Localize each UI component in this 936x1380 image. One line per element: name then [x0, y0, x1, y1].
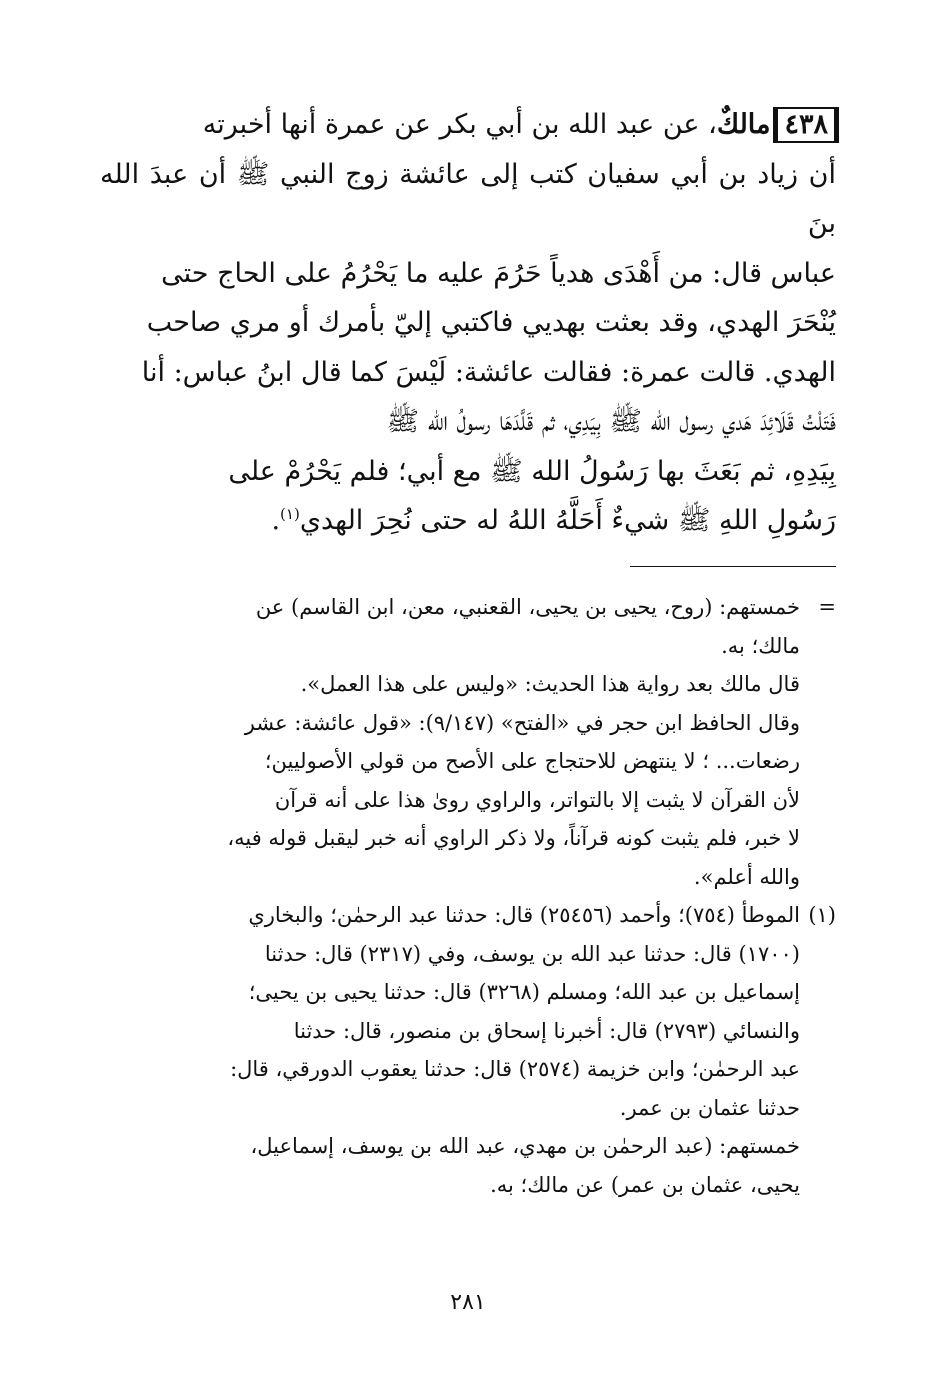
footnote-line: الموطأ (٧٥٤)؛ وأحمد (٢٥٤٥٦) قال: حدثنا عبد الرحمٰن؛ والبخاري [248, 903, 800, 927]
footnote-continuation [100, 588, 836, 896]
hadith-line: عباس قال: من أَهْدَى هدياً حَرُمَ عليه ما يَحْرُمُ على الحاج حتى [161, 257, 836, 289]
footnote-1 [100, 896, 836, 1204]
footnote-line: وقال الحافظ ابن حجر في «الفتح» (٩/١٤٧): «قول عائشة: عشر [244, 710, 800, 735]
hadith-narrator: مالكٌ [716, 109, 771, 140]
end-punctuation: . [271, 505, 281, 536]
hadith-line: أن زياد بن أبي سفيان كتب إلى عائشة زوج النبي ﷺ أن عبدَ الله بنَ [100, 158, 836, 239]
footnote-line: (١٧٠٠) قال: حدثنا عبد الله بن يوسف، وفي (٢٣١٧) قال: حدثنا [264, 941, 800, 966]
footnote-line: إسماعيل بن عبد الله؛ ومسلم (٣٢٦٨) قال: حدثنا يحيى بن يحيى؛ [248, 980, 800, 1004]
footnote-reference: (١) [280, 505, 300, 523]
footnote-line: والنسائي (٢٧٩٣) قال: أخبرنا إسحاق بن منصور، قال: حدثنا [293, 1018, 800, 1043]
hadith-text [100, 100, 836, 546]
footnote-divider [630, 566, 836, 567]
footnote-line: رضعات... ؛ لا ينتهض للاحتجاج على الأصح من قولي الأصوليين؛ [264, 749, 800, 773]
footnote-line: خمستهم: (روح، يحيى بن يحيى، القعنبي، معن، ابن القاسم) عن [255, 595, 800, 619]
footnote-line: عبد الرحمٰن؛ وابن خزيمة (٢٥٧٤) قال: حدثنا يعقوب الدورقي، قال: [230, 1057, 800, 1081]
footnote-marker: (١) [808, 903, 836, 927]
hadith-line: الهدي. قالت عمرة: فقالت عائشة: لَيْسَ كما قال ابنُ عباس: أنا [141, 356, 836, 388]
footnotes-section [100, 588, 836, 1204]
hadith-number-badge: ٤٣٨ [776, 107, 836, 143]
footnote-marker: = [818, 595, 836, 619]
hadith-line [100, 496, 836, 546]
footnote-line: مالك؛ به. [721, 633, 800, 658]
footnote-line: قال مالك بعد رواية هذا الحديث: «وليس على هذا العمل». [300, 672, 800, 696]
hadith-line-text: رَسُولِ اللهِ ﷺ شيءٌ أَحَلَّهُ اللهُ له حتى نُحِرَ الهدي [299, 505, 836, 536]
footnote-line: حدثنا عثمان بن عمر. [619, 1095, 800, 1120]
footnote-line: لا خبر، فلم يثبت كونه قرآناً، ولا ذكر الراوي أنه خبر ليقبل قوله فيه، [227, 826, 800, 850]
footnote-line: والله أعلم». [693, 864, 800, 889]
footnote-line: لأن القرآن لا يثبت إلا بالتواتر، والراوي روىٰ هذا على أنه قرآن [274, 787, 800, 812]
footnote-line: يحيى، عثمان بن عمر) عن مالك؛ به. [490, 1172, 800, 1197]
footnote-line: خمستهم: (عبد الرحمٰن بن مهدي، عبد الله بن يوسف، إسماعيل، [250, 1134, 800, 1158]
hadith-line-text: ، عن عبد الله بن أبي بكر عن عمرة أنها أخبرته [202, 109, 717, 140]
hadith-line: فَتَلْتُ قَلَائِدَ هَدي رسول الله ﷺ بِيَدِي، ثم قَلَّدَهَا رسولُ الله ﷺ [386, 406, 836, 437]
page-number: ٢٨١ [450, 1290, 486, 1315]
hadith-line [100, 100, 836, 150]
hadith-line: يُنْحَرَ الهدي، وقد بعثت بهديي فاكتبي إليّ بأمرك أو مري صاحب [146, 307, 836, 338]
hadith-line: بِيَدِهِ، ثم بَعَثَ بها رَسُولُ الله ﷺ مع أبي؛ فلم يَحْرُمْ على [228, 455, 836, 487]
